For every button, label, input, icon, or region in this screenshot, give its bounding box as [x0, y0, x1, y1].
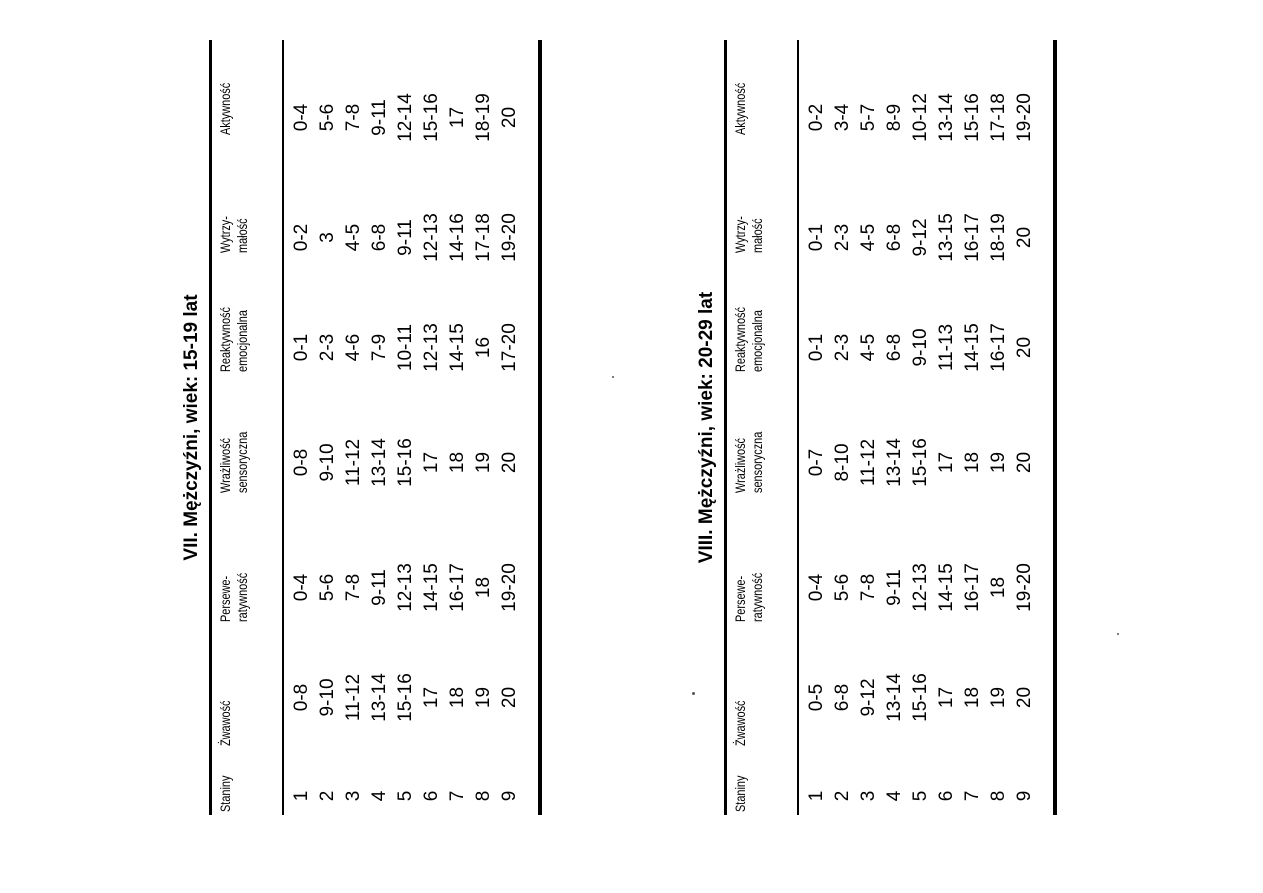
- table-cell: 0-4: [806, 573, 827, 602]
- column-reaktywnosc-emocjonalna: [804, 300, 1038, 395]
- table-cell: 16-17: [988, 323, 1009, 372]
- table-cell: 0-1: [806, 223, 827, 252]
- table-cell: 9-10: [910, 328, 931, 367]
- table-cell: 0-1: [806, 333, 827, 362]
- table-cell: 19-20: [1014, 563, 1035, 612]
- table-cell: 11-13: [936, 323, 957, 372]
- table-cell: 6-8: [884, 333, 905, 362]
- table-cell: 5-6: [832, 573, 853, 602]
- table-cell: 15-16: [395, 673, 416, 722]
- table-cell: 9-12: [910, 218, 931, 257]
- column-zwawosc: [804, 650, 1038, 745]
- header-wrazliwosc-sensoryczna: Wrażliwość sensoryczna: [732, 431, 765, 493]
- top-rule: [209, 40, 212, 815]
- table-cell: 12-13: [421, 323, 442, 372]
- table-cell: 2: [832, 790, 853, 802]
- table-cell: 3: [343, 790, 364, 802]
- table-cell: 15-16: [910, 438, 931, 487]
- table-cell: 6-8: [832, 683, 853, 712]
- column-aktywnosc: [289, 70, 523, 165]
- table-cell: 6-8: [369, 223, 390, 252]
- table-cell: 14-15: [447, 323, 468, 372]
- table-cell: 7: [447, 790, 468, 802]
- table-cell: 13-14: [369, 673, 390, 722]
- header-wrazliwosc-sensoryczna: Wrażliwość sensoryczna: [217, 431, 250, 493]
- table-cell: 20: [1014, 686, 1035, 709]
- table-cell: 0-8: [291, 448, 312, 477]
- table-cell: 17: [421, 451, 442, 474]
- table-cell: 19-20: [499, 563, 520, 612]
- table-cell: 7-9: [369, 333, 390, 362]
- table-cell: 5-6: [317, 573, 338, 602]
- table-cell: 11-12: [343, 673, 364, 722]
- table-cell: 5-7: [858, 103, 879, 132]
- table-cell: 19: [988, 686, 1009, 709]
- table-cell: 19: [473, 686, 494, 709]
- table-cell: 14-16: [447, 213, 468, 262]
- table-cell: 2-3: [832, 333, 853, 362]
- table-cell: 5-6: [317, 103, 338, 132]
- table-cell: 10-11: [395, 323, 416, 372]
- table-cell: 9-10: [317, 443, 338, 482]
- table-cell: 17: [936, 451, 957, 474]
- column-perseweratywnosc: [289, 540, 523, 635]
- column-wytrzymalosc: [804, 190, 1038, 285]
- column-staniny: [804, 781, 1038, 811]
- bottom-rule: [1053, 40, 1057, 815]
- table-cell: 0-4: [291, 573, 312, 602]
- table-cell: 10-12: [910, 93, 931, 142]
- table-cell: 14-15: [421, 563, 442, 612]
- table-cell: 0-7: [806, 448, 827, 477]
- table-cell: 17-18: [473, 213, 494, 262]
- table-cell: 0-2: [291, 223, 312, 252]
- table-cell: 17-20: [499, 323, 520, 372]
- table-cell: 19-20: [499, 213, 520, 262]
- table-cell: 9-11: [369, 99, 390, 136]
- table-cell: 18: [473, 576, 494, 599]
- table-cell: 0-1: [291, 333, 312, 362]
- table-cell: 19: [473, 451, 494, 474]
- header-zwawosc: Żwawość: [217, 700, 233, 746]
- table-cell: 6: [421, 790, 442, 802]
- table-cell: 9-11: [369, 569, 390, 606]
- table-cell: 18: [988, 576, 1009, 599]
- table-cell: 15-16: [395, 438, 416, 487]
- table-cell: 9-11: [884, 569, 905, 606]
- table-cell: 9: [1014, 790, 1035, 802]
- table-cell: 2: [317, 790, 338, 802]
- header-rule: [797, 40, 799, 815]
- table-cell: 1: [806, 790, 827, 802]
- header-perseweratywnosc: Persewe- ratywność: [732, 572, 765, 622]
- table-cell: 12-13: [395, 563, 416, 612]
- column-reaktywnosc-emocjonalna: [289, 300, 523, 395]
- table-cell: 9-10: [317, 678, 338, 717]
- table-cell: 19-20: [1014, 93, 1035, 142]
- header-reaktywnosc-emocjonalna: Reaktywność emocjonalna: [732, 307, 765, 372]
- table-cell: 4-6: [343, 333, 364, 362]
- column-wrazliwosc-sensoryczna: [804, 415, 1038, 510]
- table-cell: 18: [962, 686, 983, 709]
- table-cell: 2-3: [317, 333, 338, 362]
- table-cell: 8-9: [884, 103, 905, 132]
- table-cell: 8-10: [832, 443, 853, 482]
- table-cell: 7: [962, 790, 983, 802]
- table-cell: 8: [988, 790, 1009, 802]
- table-cell: 7-8: [343, 103, 364, 132]
- header-wytrzymalosc: Wytrzy- małość: [217, 216, 250, 253]
- table-cell: 19: [988, 451, 1009, 474]
- header-rule: [282, 40, 284, 815]
- table-cell: 0-2: [806, 103, 827, 132]
- table-cell: 0-4: [291, 103, 312, 132]
- table-cell: 5: [910, 790, 931, 802]
- header-wytrzymalosc: Wytrzy- małość: [732, 216, 765, 253]
- table-cell: 3: [858, 790, 879, 802]
- table-cell: 20: [499, 686, 520, 709]
- table-cell: 13-14: [369, 438, 390, 487]
- table-vii: [175, 40, 520, 815]
- table-cell: 17: [447, 106, 468, 129]
- table-cell: 16: [473, 336, 494, 359]
- table-cell: 16-17: [447, 563, 468, 612]
- table-cell: 17-18: [988, 93, 1009, 142]
- table-cell: 18: [447, 451, 468, 474]
- table-cell: 0-8: [291, 683, 312, 712]
- table-cell: 4-5: [343, 223, 364, 252]
- table-cell: 1: [291, 790, 312, 802]
- table-cell: 15-16: [962, 93, 983, 142]
- table-cell: 15-16: [421, 93, 442, 142]
- table-cell: 3-4: [832, 103, 853, 132]
- table-cell: 14-15: [936, 563, 957, 612]
- scan-speck: [692, 692, 695, 695]
- scan-speck: [612, 376, 614, 378]
- bottom-rule: [538, 40, 542, 815]
- table-cell: 8: [473, 790, 494, 802]
- header-perseweratywnosc: Persewe- ratywność: [217, 572, 250, 622]
- table-cell: 3: [317, 232, 338, 243]
- table-cell: 20: [1014, 451, 1035, 474]
- table-cell: 7-8: [858, 573, 879, 602]
- table-cell: 18-19: [473, 93, 494, 142]
- table-cell: 6: [936, 790, 957, 802]
- table-cell: 14-15: [962, 323, 983, 372]
- table-cell: 17: [421, 686, 442, 709]
- table-cell: 9-12: [858, 678, 879, 717]
- table-cell: 9: [499, 790, 520, 802]
- table-cell: 16-17: [962, 563, 983, 612]
- table-cell: 13-15: [936, 213, 957, 262]
- table-cell: 17: [936, 686, 957, 709]
- scan-speck: [1117, 633, 1119, 635]
- table-cell: 11-12: [343, 438, 364, 487]
- table-cell: 2-3: [832, 223, 853, 252]
- column-aktywnosc: [804, 70, 1038, 165]
- column-wrazliwosc-sensoryczna: [289, 415, 523, 510]
- table-cell: 15-16: [910, 673, 931, 722]
- table-cell: 13-14: [936, 93, 957, 142]
- column-staniny: [289, 781, 523, 811]
- table-cell: 13-14: [884, 673, 905, 722]
- table-cell: 20: [499, 451, 520, 474]
- table-cell: 18-19: [988, 213, 1009, 262]
- header-staniny: Staniny: [732, 775, 748, 812]
- table-viii: [690, 40, 1035, 815]
- table-cell: 5: [395, 790, 416, 802]
- table-cell: 9-11: [395, 219, 416, 256]
- table-cell: 7-8: [343, 573, 364, 602]
- table-cell: 18: [962, 451, 983, 474]
- table-cell: 20: [499, 106, 520, 129]
- top-rule: [724, 40, 727, 815]
- header-staniny: Staniny: [217, 775, 233, 812]
- table-cell: 4: [369, 790, 390, 802]
- table-cell: 20: [1014, 226, 1035, 249]
- table-title: VII. Mężczyźni, wiek: 15-19 lat: [181, 294, 202, 561]
- table-cell: 4-5: [858, 223, 879, 252]
- header-zwawosc: Żwawość: [732, 700, 748, 746]
- header-reaktywnosc-emocjonalna: Reaktywność emocjonalna: [217, 307, 250, 372]
- table-title: VIII. Mężczyźni, wiek: 20-29 lat: [696, 291, 717, 564]
- header-aktywnosc: Aktywność: [217, 82, 233, 135]
- table-cell: 12-14: [395, 93, 416, 142]
- table-cell: 12-13: [421, 213, 442, 262]
- table-cell: 18: [447, 686, 468, 709]
- table-cell: 16-17: [962, 213, 983, 262]
- table-cell: 20: [1014, 336, 1035, 359]
- table-cell: 13-14: [884, 438, 905, 487]
- table-cell: 0-5: [806, 683, 827, 712]
- table-cell: 4-5: [858, 333, 879, 362]
- table-cell: 12-13: [910, 563, 931, 612]
- table-cell: 4: [884, 790, 905, 802]
- column-zwawosc: [289, 650, 523, 745]
- header-aktywnosc: Aktywność: [732, 82, 748, 135]
- column-perseweratywnosc: [804, 540, 1038, 635]
- column-wytrzymalosc: [289, 190, 523, 285]
- table-cell: 6-8: [884, 223, 905, 252]
- table-cell: 11-12: [858, 438, 879, 487]
